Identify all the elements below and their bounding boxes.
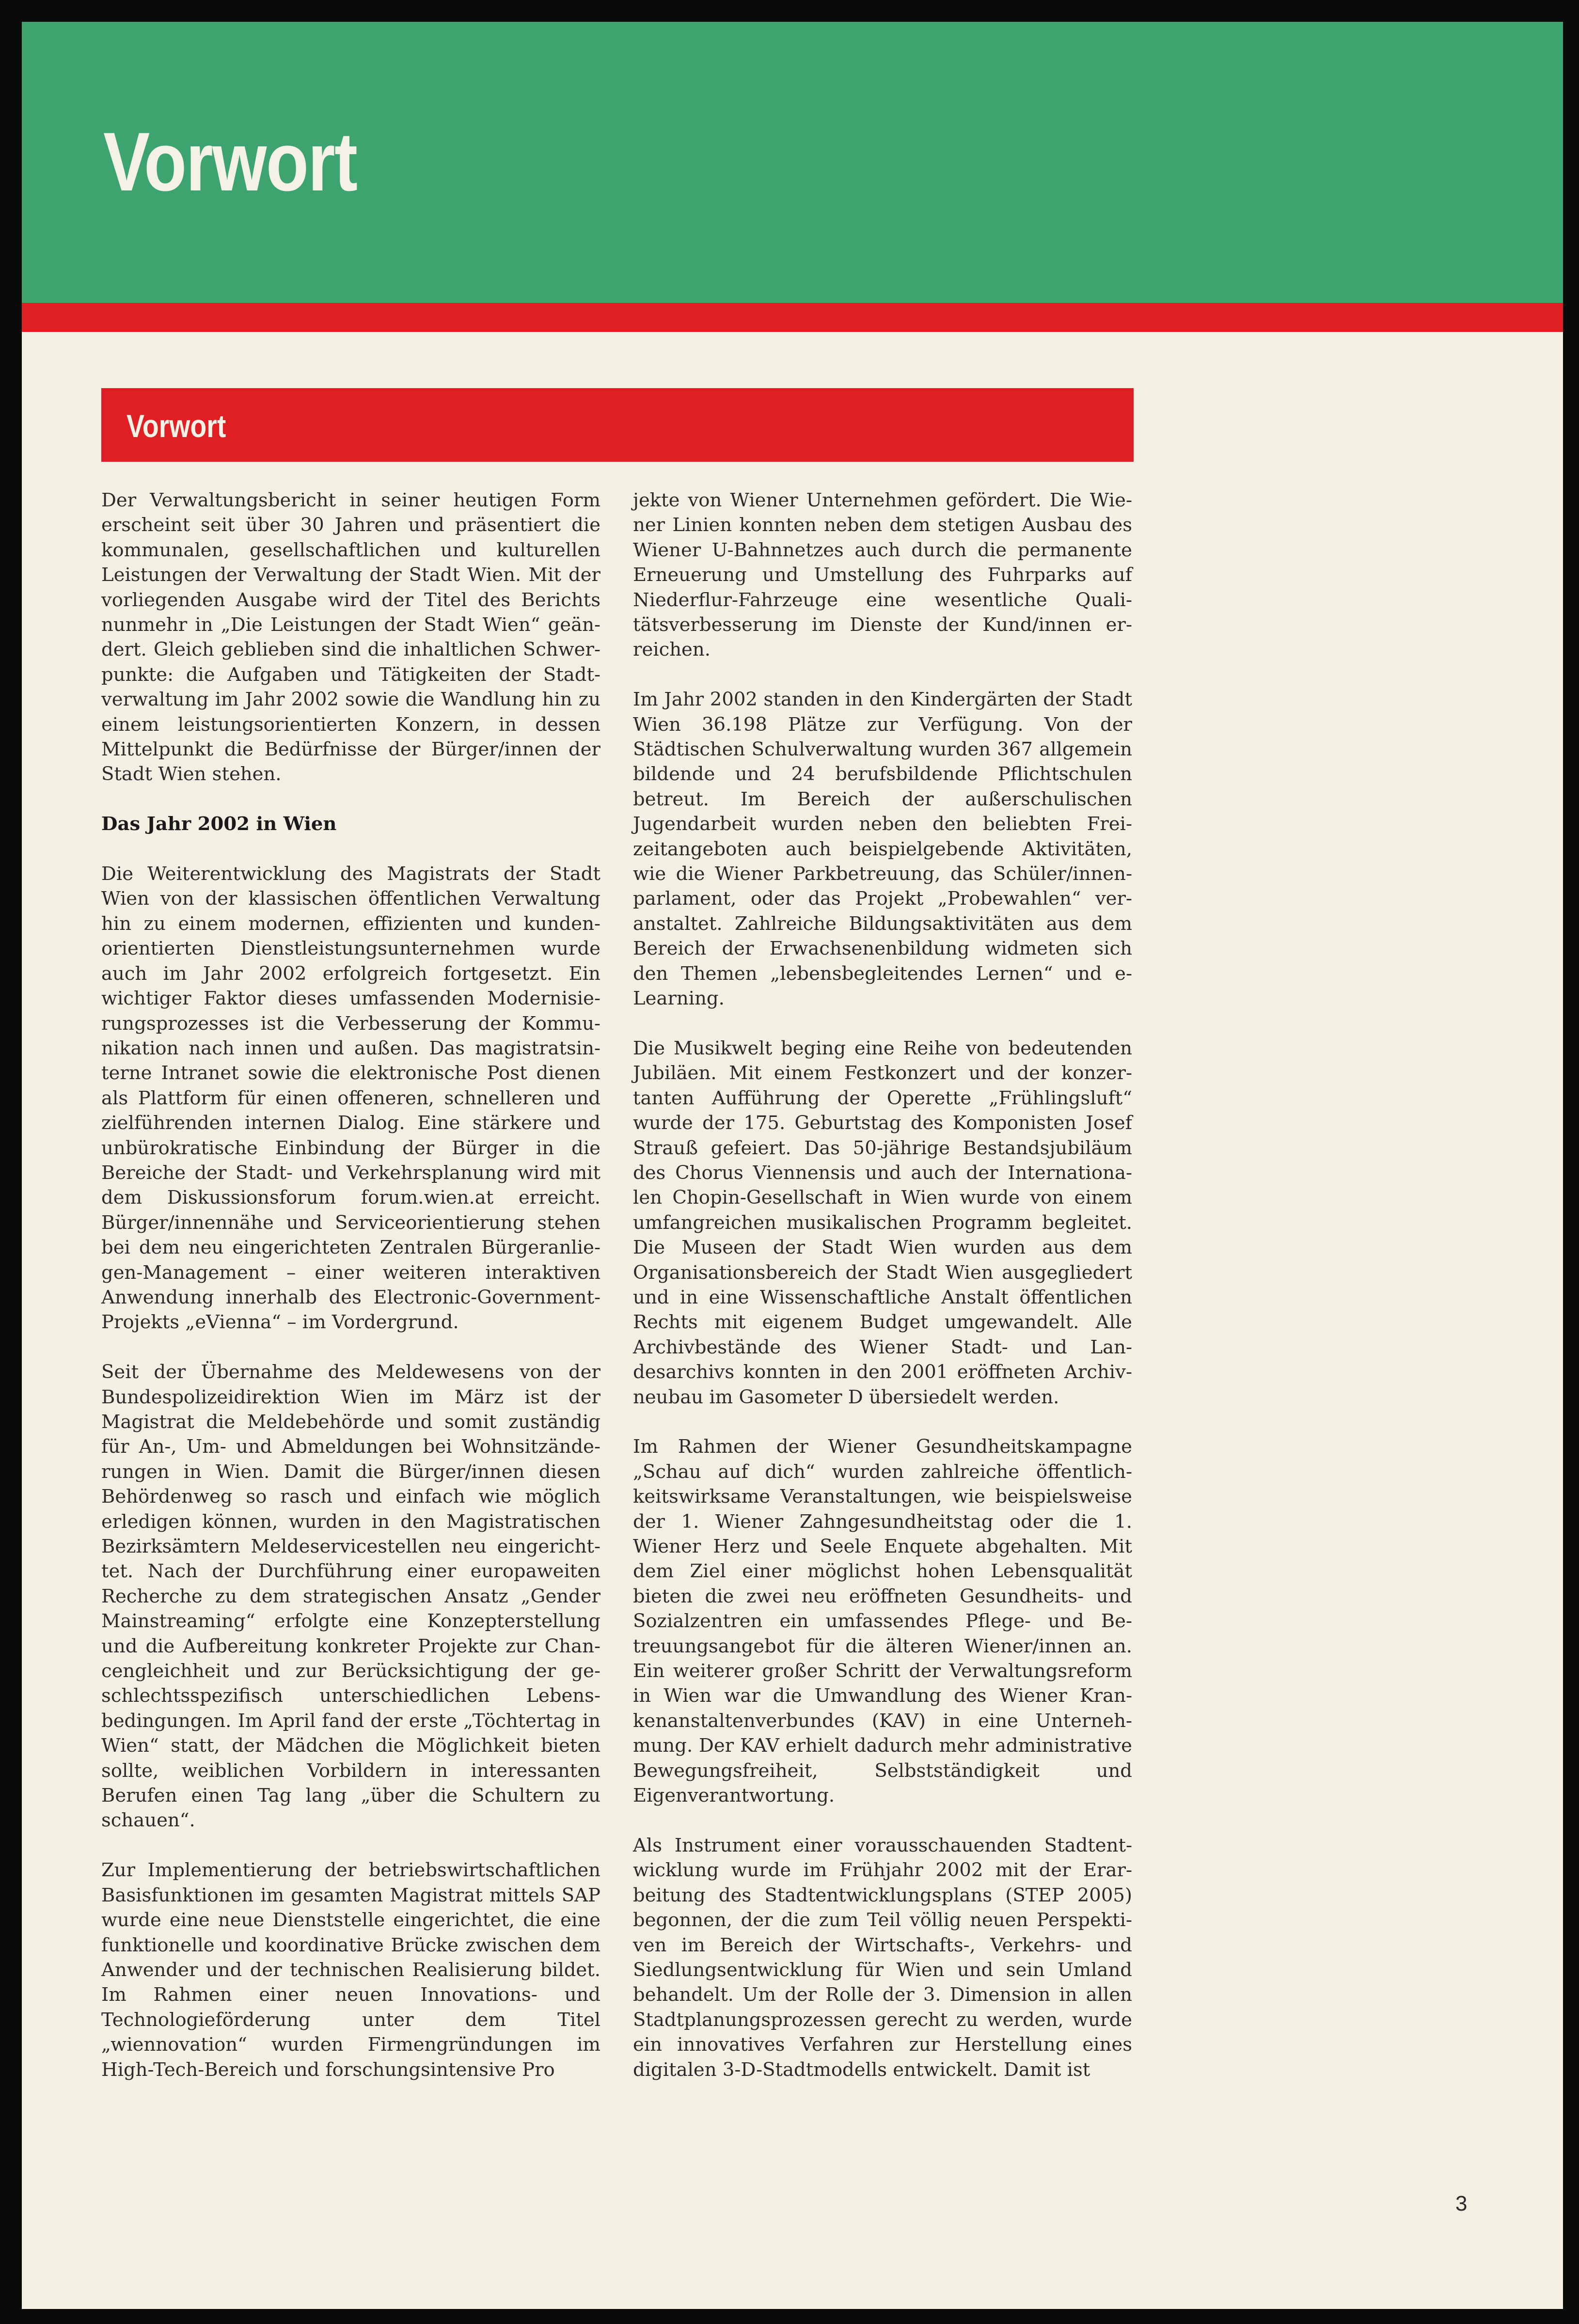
document-page — [22, 22, 1563, 2309]
section-heading-bar — [101, 388, 1134, 462]
left-column — [101, 488, 600, 2107]
paragraph: Zur Implementierung der betriebswirtschaftlichen Basisfunktionen im gesamten Magistrat mittels SAP wurde eine neue Dienststelle eingerichtet, die eine funktionelle und koordinative Brücke zwischen dem Anwender und der technischen Realisierung bildet. Im Rahmen einer neuen Innovations- und Technologieförderung unter dem Titel „wiennovation“ wurden Firmengründungen im High-Tech-Bereich und forschungsintensive Pro — [101, 1859, 600, 2081]
paragraph: Im Rahmen der Wiener Gesundheitskampagne „Schau auf dich“ wurden zahlreiche öffentlichkeitswirksame Veranstaltungen, wie beispielsweise der 1. Wiener Zahngesundheitstag oder die 1. Wiener Herz und Seele Enquete abgehalten. Mit dem Ziel einer möglichst hohen Lebensqualität bieten die zwei neu eröffneten Gesundheits- und Sozialzentren ein umfassendes Pflege- und Betreuungsangebot für die älteren Wiener/innen an. Ein weiterer großer Schritt der Verwaltungsreform in Wien war die Umwandlung des Wiener Krankenanstaltenverbundes (KAV) in eine Unternehmung. Der KAV erhielt dadurch mehr administrative Bewegungsfreiheit, Selbstständigkeit und Eigenverantwortung. — [633, 1436, 1132, 1807]
paragraph: Als Instrument einer vorausschauenden Stadtentwicklung wurde im Frühjahr 2002 mit der Erarbeitung des Stadtentwicklungsplans (STEP 2005) begonnen, der die zum Teil völlig neuen Perspektiven im Bereich der Wirtschafts-, Verkehrs- und Siedlungsentwicklung für Wien und sein Umland behandelt. Um der Rolle der 3. Dimension in allen Stadtplanungsprozessen gerecht zu werden, wurde ein innovatives Verfahren zur Herstellung eines digitalen 3-D-Stadtmodells entwickelt. Damit ist — [633, 1834, 1132, 2081]
right-column — [633, 488, 1132, 2107]
paragraph: Der Verwaltungsbericht in seiner heutigen Form erscheint seit über 30 Jahren und präsentiert die kommunalen, gesellschaftlichen und kulturellen Leistungen der Verwaltung der Stadt Wien. Mit der vorliegenden Ausgabe wird der Titel des Berichts nunmehr in „Die Leistungen der Stadt Wien“ geändert. Gleich geblieben sind die inhaltlichen Schwerpunkte: die Aufgaben und Tätigkeiten der Stadtverwaltung im Jahr 2002 sowie die Wandlung hin zu einem leistungsorientierten Konzern, in dessen Mittelpunkt die Bedürfnisse der Bürger/innen der Stadt Wien stehen. — [101, 489, 600, 785]
paragraph: Die Musikwelt beging eine Reihe von bedeutenden Jubiläen. Mit einem Festkonzert und der konzertanten Aufführung der Operette „Frühlingsluft“ wurde der 175. Geburtstag des Komponisten Josef Strauß gefeiert. Das 50-jährige Bestandsjubiläum des Chorus Viennensis und auch der Internationalen Chopin-Gesellschaft in Wien wurde von einem umfangreichen musikalischen Programm begleitet. Die Museen der Stadt Wien wurden aus dem Organisationsbereich der Stadt Wien ausgegliedert und in eine Wissenschaftliche Anstalt öffentlichen Rechts mit eigenem Budget umgewandelt. Alle Archivbestände des Wiener Stadt- und Landesarchivs konnten in den 2001 eröffneten Archivneubau im Gasometer D übersiedelt werden. — [633, 1037, 1132, 1408]
page-number: 3 — [1455, 2192, 1468, 2215]
banner-title: Vorwort — [103, 115, 357, 208]
paragraph: Die Weiterentwicklung des Magistrats der Stadt Wien von der klassischen öffentlichen Verwaltung hin zu einem modernen, effizienten und kundenorientierten Dienstleistungsunternehmen wurde auch im Jahr 2002 erfolgreich fortgesetzt. Ein wichtiger Faktor dieses umfassenden Modernisierungsprozesses ist die Verbesserung der Kommunikation nach innen und außen. Das magistratsinterne Intranet sowie die elektronische Post dienen als Plattform für einen offeneren, schnelleren und zielführenden internen Dialog. Eine stärkere und unbürokratische Einbindung der Bürger in die Bereiche der Stadt- und Verkehrsplanung wird mit dem Diskussionsforum forum.wien.at erreicht. Bürger/innennähe und Serviceorientierung stehen bei dem neu eingerichteten Zentralen Bürgeranliegen-Management – einer weiteren interaktiven Anwendung innerhalb des Electronic-Government-Projekts „eVienna“ – im Vordergrund. — [101, 863, 600, 1334]
section-title: Vorwort — [126, 408, 226, 444]
paragraph: Im Jahr 2002 standen in den Kindergärten der Stadt Wien 36.198 Plätze zur Verfügung. Von der Städtischen Schulverwaltung wurden 367 allgemein bildende und 24 berufsbildende Pflichtschulen betreut. Im Bereich der außerschulischen Jugendarbeit wurden neben den beliebten Freizeitangeboten auch beispielgebende Aktivitäten, wie die Wiener Parkbetreuung, das Schüler/innenparlament, oder das Projekt „Probewahlen“ veranstaltet. Zahlreiche Bildungsaktivitäten aus dem Bereich der Erwachsenenbildung widmeten sich den Themen „lebensbegleitendes Lernen“ und e-Learning. — [633, 689, 1132, 1010]
header-red-stripe — [22, 303, 1563, 332]
subheading: Das Jahr 2002 in Wien — [101, 813, 337, 835]
paragraph: Seit der Übernahme des Meldewesens von der Bundespolizeidirektion Wien im März ist der Magistrat die Meldebehörde und somit zuständig für An-, Um- und Abmeldungen bei Wohnsitzänderungen in Wien. Damit die Bürger/innen diesen Behördenweg so rasch und einfach wie möglich erledigen können, wurden in den Magistratischen Bezirksämtern Meldeservicestellen neu eingerichttet. Nach der Durchführung einer europaweiten Recherche zu dem strategischen Ansatz „Gender Mainstreaming“ erfolgte eine Konzepterstellung und die Aufbereitung konkreter Projekte zur Chancengleichheit und zur Berücksichtigung der geschlechtsspezifisch unterschiedlichen Lebensbedingungen. Im April fand der erste „Töchtertag in Wien“ statt, der Mädchen die Möglichkeit bieten sollte, weiblichen Vorbildern in interessanten Berufen einen Tag lang „über die Schultern zu schauen“. — [101, 1361, 600, 1832]
paragraph: jekte von Wiener Unternehmen gefördert. Die Wiener Linien konnten neben dem stetigen Ausbau des Wiener U-Bahnnetzes auch durch die permanente Erneuerung und Umstellung des Fuhrparks auf Niederflur-Fahrzeuge eine wesentliche Qualitätsverbesserung im Dienste der Kund/innen erreichen. — [633, 489, 1132, 661]
header-banner — [22, 22, 1563, 303]
